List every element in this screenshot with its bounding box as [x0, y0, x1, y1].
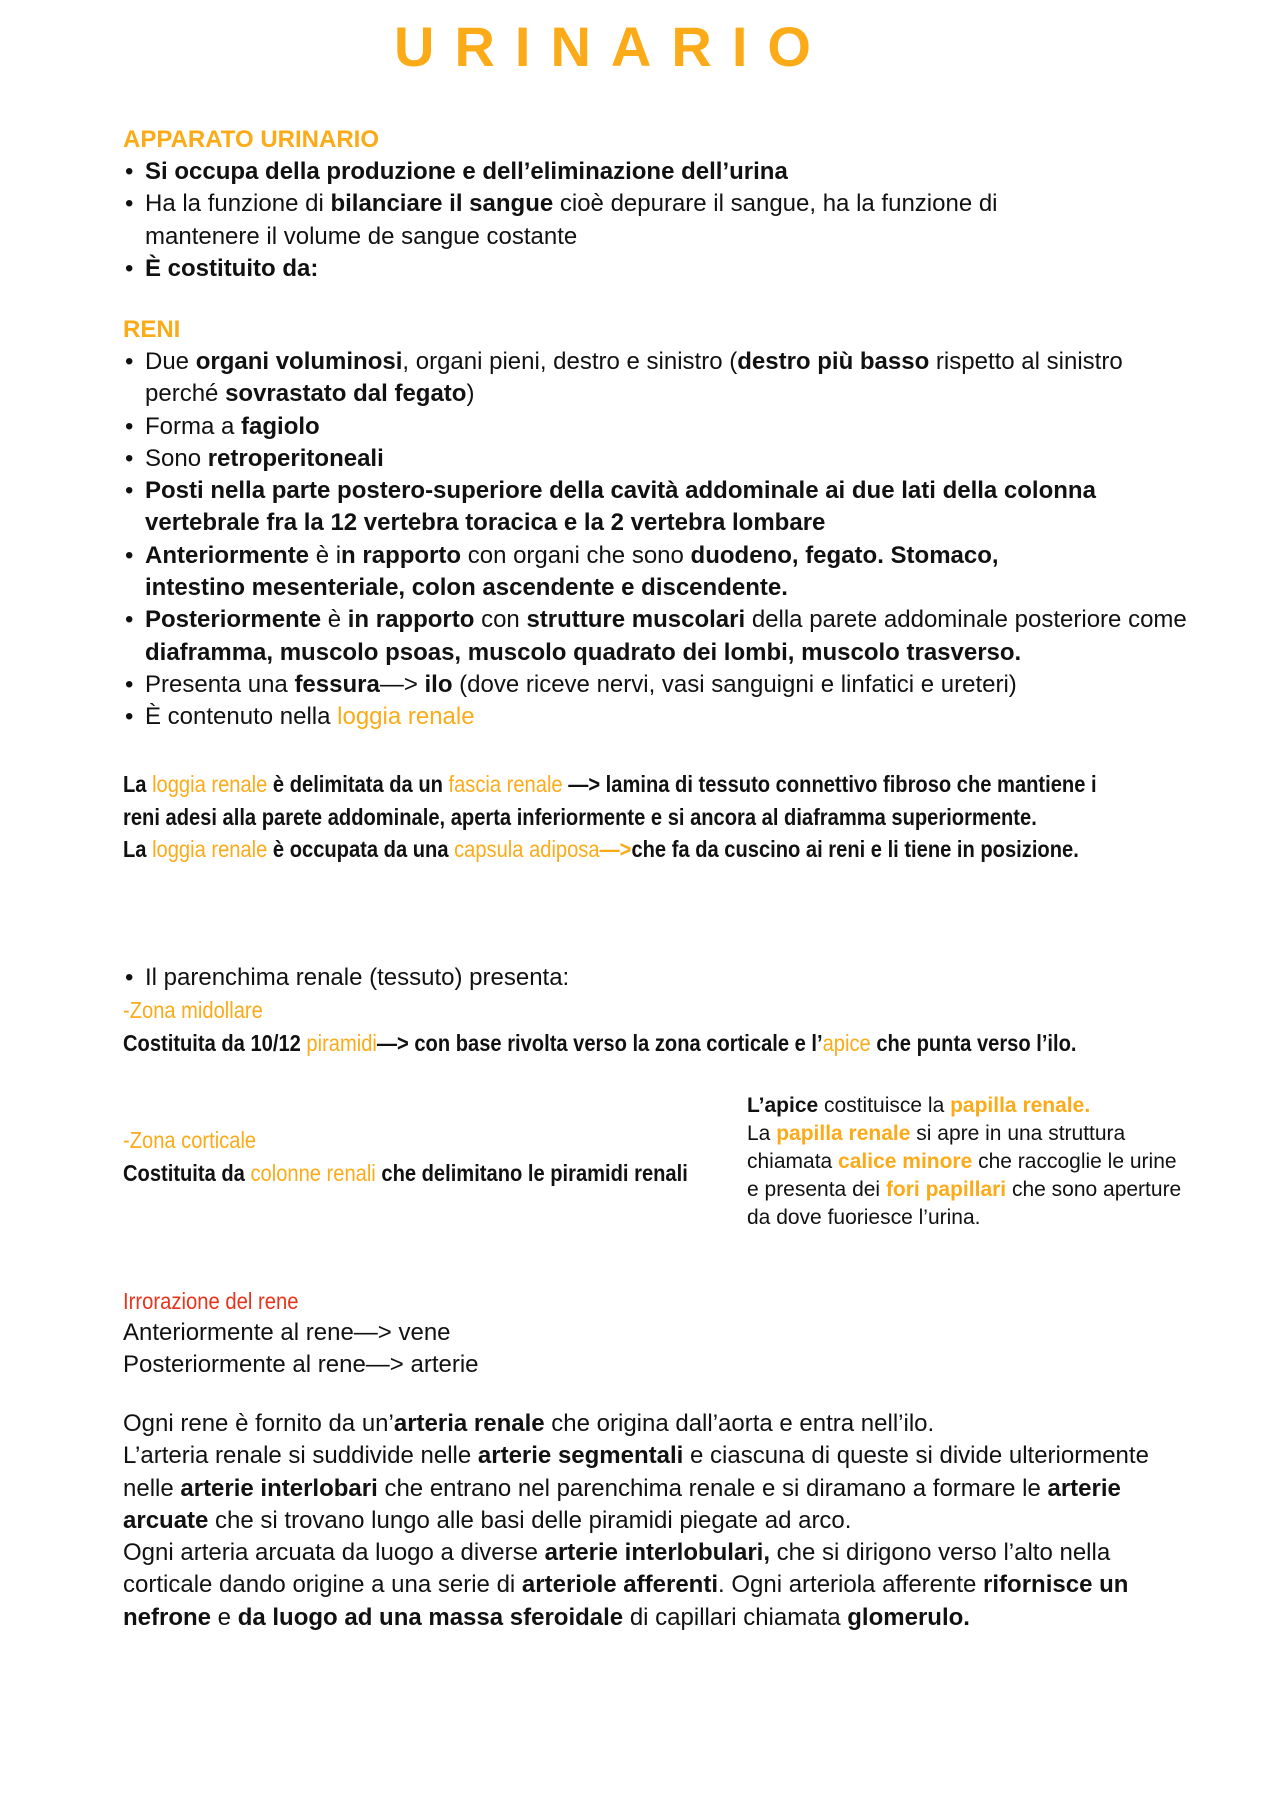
section-irrorazione: [123, 1286, 1183, 1382]
section-corticale: [123, 1124, 713, 1189]
paragraph-loggia-2: La loggia renale è occupata da una capsula adiposa—>che fa da cuscino ai reni e li tiene in posizione.: [123, 836, 1079, 862]
list-item: • Posteriormente è in rapporto con strutture muscolari della parete addominale posteriore come diaframma, muscolo psoas, muscolo quadrato dei lombi, muscolo trasverso.: [123, 604, 1205, 669]
list-item: • Forma a fagiolo: [123, 411, 1183, 443]
list-item: • Ha la funzione di bilanciare il sangue cioè depurare il sangue, ha la funzione di mantenere il volume de sangue costante: [123, 188, 1105, 253]
list-item: • Sono retroperitoneali: [123, 443, 1183, 475]
list-item: • Si occupa della produzione e dell’eliminazione dell’urina: [123, 156, 1183, 188]
heading-corticale: -Zona corticale: [123, 1127, 257, 1153]
list-item: • È contenuto nella loggia renale: [123, 701, 1183, 733]
list-item: • Il parenchima renale (tessuto) presenta:: [123, 962, 1183, 994]
section-arterie: [123, 1408, 1173, 1634]
list-parenchima: [123, 962, 1183, 994]
paragraph-arterie-3: Ogni arteria arcuata da luogo a diverse arterie interlobulari, che si dirigono verso l’alto nella corticale dando origine a una serie di arteriole afferenti. Ogni arteriola afferente rifornisce un nefrone e da luogo ad una massa sferoidale di capillari chiamata glomerulo.: [123, 1539, 1129, 1631]
section-apparato: [123, 124, 1183, 285]
list-reni: [123, 346, 1187, 734]
paragraph-arterie-2: L’arteria renale si suddivide nelle arterie segmentali e ciascuna di queste si divide ulteriormente nelle arterie interlobari che entrano nel parenchima renale e si diramano a formare le arterie arcuate che si trovano lungo alle basi delle piramidi piegate ad arco.: [123, 1442, 1149, 1534]
paragraph-midollare: Costituita da 10/12 piramidi—> con base rivolta verso la zona corticale e l’apice che punta verso l’ilo.: [123, 1029, 1077, 1056]
line-posteriormente: Posteriormente al rene—> arterie: [123, 1351, 479, 1379]
section-loggia: [123, 768, 1183, 866]
line-anteriormente: Anteriormente al rene—> vene: [123, 1319, 451, 1346]
paragraph-arterie-1: Ogni rene è fornito da un’arteria renale che origina dall’aorta e entra nell’ilo.: [123, 1410, 935, 1437]
heading-reni: RENI: [123, 316, 181, 343]
list-item: • È costituito da:: [123, 253, 1183, 285]
list-apparato: [123, 156, 1183, 285]
heading-apparato: APPARATO URINARIO: [123, 126, 380, 153]
list-item: • Due organi voluminosi, organi pieni, destro e sinistro (destro più basso rispetto al sinistro perché sovrastato dal fegato): [123, 346, 1145, 411]
page-title: URINARIO: [394, 15, 831, 78]
section-reni: [123, 314, 1187, 734]
list-item: • Posti nella parte postero-superiore della cavità addominale ai due lati della colonna vertebrale fra la 12 vertebra toracica e la 2 vertebra lombare: [123, 475, 1105, 540]
heading-irrorazione: Irrorazione del rene: [123, 1288, 299, 1314]
section-parenchima: [123, 962, 1183, 1059]
heading-midollare: -Zona midollare: [123, 997, 263, 1024]
list-item: • Presenta una fessura—> ilo (dove riceve nervi, vasi sanguigni e linfatici e ureteri): [123, 669, 1183, 701]
list-item: • Anteriormente è in rapporto con organi che sono duodeno, fegato. Stomaco, intestino mesenteriale, colon ascendente e discendente.: [123, 540, 1105, 605]
paragraph-corticale: Costituita da colonne renali che delimitano le piramidi renali: [123, 1159, 688, 1186]
paragraph-loggia-1: La loggia renale è delimitata da un fascia renale —> lamina di tessuto connettivo fibroso che mantiene i reni adesi alla parete addominale, aperta inferiormente e si ancora al diaframma superiormente.: [123, 771, 1097, 830]
side-note-apice: L’apice costituisce la papilla renale. La papilla renale si apre in una struttura chiamata calice minore che raccoglie le urine e presenta dei fori papillari che sono aperture da dove fuoriesce l’urina.: [747, 1094, 1182, 1229]
